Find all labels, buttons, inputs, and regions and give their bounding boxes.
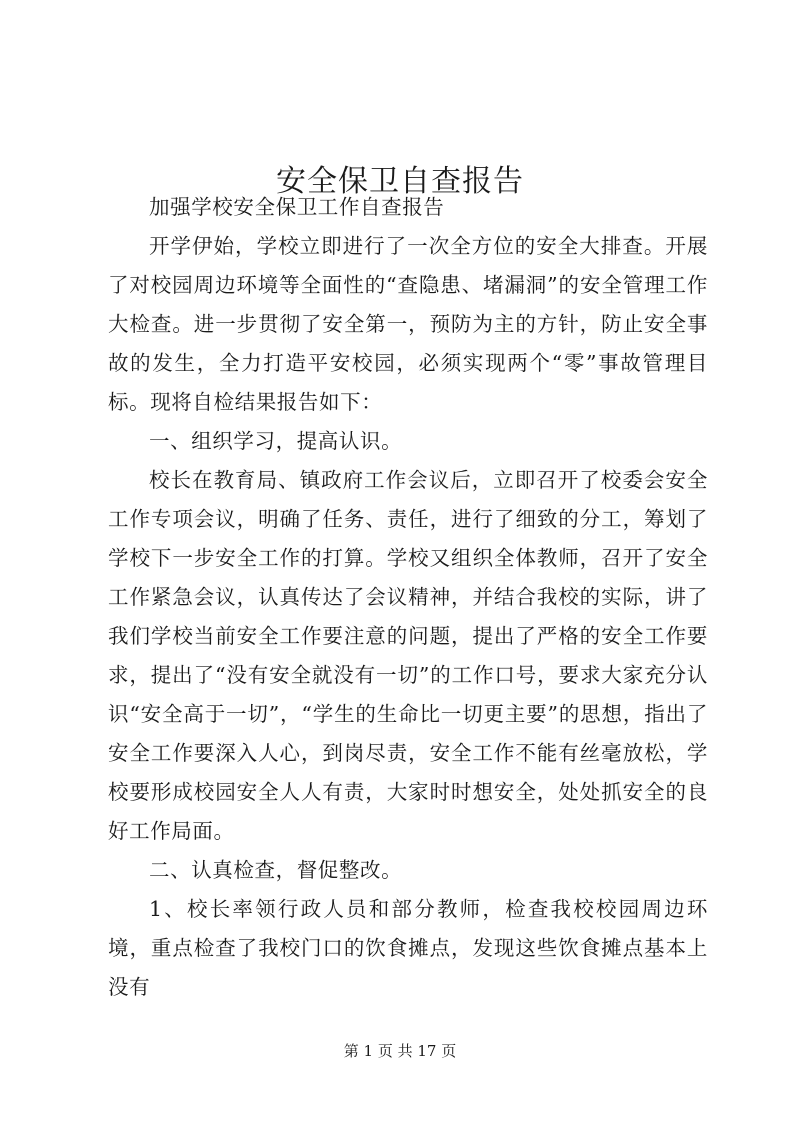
section-heading-1: 一、组织学习，提高认识。: [149, 429, 403, 453]
document-body: [108, 188, 708, 1007]
section-heading-2: 二、认真检查，督促整改。: [149, 858, 403, 882]
page-title: 安全保卫自查报告: [276, 164, 524, 200]
page-footer: 第 1 页 共 17 页: [343, 1042, 457, 1060]
section-2-paragraph: 1、校长率领行政人员和部分教师，检查我校校园周边环境，重点检查了我校门口的饮食摊点，发现这些饮食摊点基本上没有: [108, 897, 708, 999]
section-1-paragraph: 校长在教育局、镇政府工作会议后，立即召开了校委会安全工作专项会议，明确了任务、责任，进行了细致的分工，筹划了学校下一步安全工作的打算。学校又组织全体教师，召开了安全工作紧急会议，认真传达了会议精神，并结合我校的实际，讲了我们学校当前安全工作要注意的问题，提出了严格的安全工作要求，提出了“没有安全就没有一切”的工作口号，要求大家充分认识“安全高于一切”，“学生的生命比一切更主要”的思想，指出了安全工作要深入人心，到岗尽责，安全工作不能有丝毫放松，学校要形成校园安全人人有责，大家时时想安全，处处抓安全的良好工作局面。: [108, 468, 708, 843]
subtitle-paragraph: 加强学校安全保卫工作自查报告: [149, 195, 445, 219]
intro-paragraph: 开学伊始，学校立即进行了一次全方位的安全大排查。开展了对校园周边环境等全面性的“查隐患、堵漏洞”的安全管理工作大检查。进一步贯彻了安全第一，预防为主的方针，防止安全事故的发生，全力打造平安校园，必须实现两个“零”事故管理目标。现将自检结果报告如下：: [108, 234, 708, 414]
